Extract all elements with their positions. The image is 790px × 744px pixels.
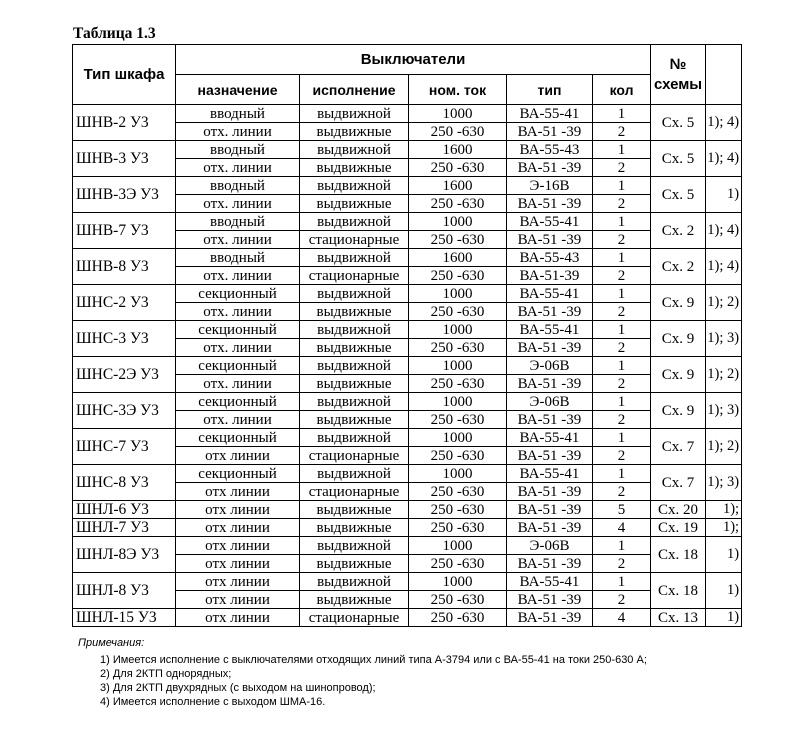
scheme-cell: Сх. 18 (651, 573, 706, 609)
table-row (73, 573, 742, 591)
scheme-cell: Сх. 9 (651, 321, 706, 357)
current-cell: 250 -630 (409, 501, 507, 519)
model-cell: ВА-55-41 (507, 213, 593, 231)
purpose-cell: отх линии (176, 483, 300, 501)
design-cell: выдвижной (300, 429, 409, 447)
table-row (73, 141, 742, 159)
scheme-cell: Сх. 20 (651, 501, 706, 519)
design-cell: выдвижной (300, 249, 409, 267)
current-cell: 250 -630 (409, 303, 507, 321)
count-cell: 2 (593, 303, 651, 321)
current-cell: 250 -630 (409, 267, 507, 285)
header-scheme: № схемы (651, 45, 706, 105)
cabinet-type-cell: ШНВ-7 У3 (73, 213, 176, 249)
current-cell: 1000 (409, 537, 507, 555)
count-cell: 2 (593, 339, 651, 357)
note-cell: 1); 3) (706, 465, 742, 501)
model-cell: ВА-55-41 (507, 573, 593, 591)
count-cell: 2 (593, 267, 651, 285)
scheme-cell: Сх. 7 (651, 465, 706, 501)
model-cell: ВА-51 -39 (507, 375, 593, 393)
scheme-cell: Сх. 9 (651, 393, 706, 429)
purpose-cell: отх. линии (176, 411, 300, 429)
purpose-cell: отх линии (176, 555, 300, 573)
cabinet-type-cell: ШНВ-3Э У3 (73, 177, 176, 213)
current-cell: 250 -630 (409, 411, 507, 429)
current-cell: 1000 (409, 357, 507, 375)
table-row (73, 357, 742, 375)
model-cell: ВА-51 -39 (507, 123, 593, 141)
scheme-cell: Сх. 19 (651, 519, 706, 537)
purpose-cell: секционный (176, 321, 300, 339)
design-cell: выдвижные (300, 195, 409, 213)
purpose-cell: отх линии (176, 447, 300, 465)
count-cell: 2 (593, 411, 651, 429)
note-cell: 1); (706, 501, 742, 519)
count-cell: 1 (593, 213, 651, 231)
design-cell: выдвижной (300, 321, 409, 339)
model-cell: ВА-55-43 (507, 249, 593, 267)
model-cell: ВА-51 -39 (507, 519, 593, 537)
current-cell: 250 -630 (409, 375, 507, 393)
count-cell: 1 (593, 285, 651, 303)
cabinet-type-cell: ШНЛ-6 У3 (73, 501, 176, 519)
design-cell: выдвижной (300, 465, 409, 483)
design-cell: выдвижной (300, 141, 409, 159)
table-row (73, 429, 742, 447)
cabinet-type-cell: ШНВ-3 У3 (73, 141, 176, 177)
current-cell: 1600 (409, 249, 507, 267)
current-cell: 250 -630 (409, 339, 507, 357)
table-body (73, 105, 742, 627)
notes-title: Примечания: (78, 637, 145, 649)
model-cell: ВА-51 -39 (507, 609, 593, 627)
count-cell: 1 (593, 429, 651, 447)
note-cell: 1); 2) (706, 429, 742, 465)
purpose-cell: отх линии (176, 573, 300, 591)
note-item: 3) Для 2КТП двухрядных (с выходом на шинопровод); (100, 682, 376, 694)
design-cell: выдвижные (300, 159, 409, 177)
cabinet-type-cell: ШНС-3 У3 (73, 321, 176, 357)
model-cell: ВА-51 -39 (507, 483, 593, 501)
current-cell: 1000 (409, 285, 507, 303)
current-cell: 250 -630 (409, 123, 507, 141)
purpose-cell: отх. линии (176, 123, 300, 141)
design-cell: стационарные (300, 483, 409, 501)
model-cell: ВА-51 -39 (507, 555, 593, 573)
current-cell: 250 -630 (409, 159, 507, 177)
purpose-cell: отх. линии (176, 303, 300, 321)
current-cell: 1000 (409, 393, 507, 411)
scheme-cell: Сх. 13 (651, 609, 706, 627)
current-cell: 250 -630 (409, 231, 507, 249)
scheme-cell: Сх. 5 (651, 141, 706, 177)
note-cell: 1) (706, 537, 742, 573)
note-cell: 1); 4) (706, 213, 742, 249)
model-cell: ВА-51 -39 (507, 159, 593, 177)
purpose-cell: секционный (176, 429, 300, 447)
model-cell: ВА-55-41 (507, 105, 593, 123)
note-item: 1) Имеется исполнение с выключателями отходящих линий типа А-3794 или с ВА-55-41 на токи 250-630 А; (100, 654, 647, 666)
cabinet-type-cell: ШНС-2 У3 (73, 285, 176, 321)
purpose-cell: отх линии (176, 501, 300, 519)
table-row (73, 465, 742, 483)
count-cell: 1 (593, 249, 651, 267)
note-cell: 1); 4) (706, 105, 742, 141)
model-cell: Э-16В (507, 177, 593, 195)
note-cell: 1) (706, 573, 742, 609)
current-cell: 1000 (409, 465, 507, 483)
header-notes-blank (706, 45, 742, 105)
count-cell: 1 (593, 393, 651, 411)
count-cell: 1 (593, 141, 651, 159)
note-cell: 1) (706, 177, 742, 213)
cabinet-type-cell: ШНС-8 У3 (73, 465, 176, 501)
design-cell: выдвижной (300, 357, 409, 375)
design-cell: выдвижные (300, 519, 409, 537)
model-cell: ВА-51 -39 (507, 501, 593, 519)
current-cell: 250 -630 (409, 609, 507, 627)
note-cell: 1); (706, 519, 742, 537)
design-cell: стационарные (300, 231, 409, 249)
count-cell: 2 (593, 159, 651, 177)
scheme-cell: Сх. 7 (651, 429, 706, 465)
current-cell: 1600 (409, 141, 507, 159)
table-row (73, 609, 742, 627)
current-cell: 250 -630 (409, 591, 507, 609)
count-cell: 1 (593, 357, 651, 375)
purpose-cell: вводный (176, 177, 300, 195)
model-cell: ВА-51 -39 (507, 231, 593, 249)
current-cell: 250 -630 (409, 195, 507, 213)
purpose-cell: вводный (176, 141, 300, 159)
count-cell: 4 (593, 519, 651, 537)
design-cell: выдвижные (300, 411, 409, 429)
table-row (73, 393, 742, 411)
cabinet-type-cell: ШНЛ-8Э У3 (73, 537, 176, 573)
note-cell: 1); 3) (706, 321, 742, 357)
table-row (73, 105, 742, 123)
note-item: 4) Имеется исполнение с выходом ШМА-16. (100, 696, 326, 708)
table-row (73, 519, 742, 537)
header-type: Тип шкафа (73, 45, 176, 105)
design-cell: выдвижной (300, 105, 409, 123)
scheme-cell: Сх. 2 (651, 249, 706, 285)
header-model: тип (507, 75, 593, 105)
purpose-cell: отх линии (176, 591, 300, 609)
purpose-cell: секционный (176, 357, 300, 375)
design-cell: стационарные (300, 267, 409, 285)
count-cell: 2 (593, 375, 651, 393)
purpose-cell: отх линии (176, 609, 300, 627)
model-cell: Э-06В (507, 393, 593, 411)
purpose-cell: отх. линии (176, 375, 300, 393)
current-cell: 1000 (409, 429, 507, 447)
design-cell: выдвижные (300, 339, 409, 357)
model-cell: ВА-55-43 (507, 141, 593, 159)
current-cell: 1000 (409, 105, 507, 123)
count-cell: 1 (593, 573, 651, 591)
current-cell: 250 -630 (409, 483, 507, 501)
scheme-cell: Сх. 5 (651, 177, 706, 213)
table-row (73, 249, 742, 267)
note-cell: 1); 4) (706, 249, 742, 285)
count-cell: 2 (593, 231, 651, 249)
table-row (73, 501, 742, 519)
current-cell: 250 -630 (409, 447, 507, 465)
design-cell: выдвижной (300, 213, 409, 231)
purpose-cell: отх. линии (176, 267, 300, 285)
header-row-1 (73, 45, 742, 75)
table-row (73, 537, 742, 555)
design-cell: выдвижной (300, 393, 409, 411)
design-cell: выдвижной (300, 573, 409, 591)
note-cell: 1) (706, 609, 742, 627)
switchboard-table (72, 44, 742, 627)
count-cell: 1 (593, 465, 651, 483)
model-cell: ВА-55-41 (507, 429, 593, 447)
model-cell: ВА-51 -39 (507, 339, 593, 357)
purpose-cell: отх. линии (176, 195, 300, 213)
model-cell: ВА-55-41 (507, 465, 593, 483)
current-cell: 250 -630 (409, 555, 507, 573)
design-cell: выдвижные (300, 303, 409, 321)
purpose-cell: отх линии (176, 537, 300, 555)
count-cell: 5 (593, 501, 651, 519)
count-cell: 2 (593, 123, 651, 141)
scheme-cell: Сх. 5 (651, 105, 706, 141)
purpose-cell: секционный (176, 285, 300, 303)
cabinet-type-cell: ШНС-7 У3 (73, 429, 176, 465)
design-cell: выдвижные (300, 123, 409, 141)
cabinet-type-cell: ШНЛ-8 У3 (73, 573, 176, 609)
count-cell: 1 (593, 177, 651, 195)
table-row (73, 285, 742, 303)
current-cell: 250 -630 (409, 519, 507, 537)
model-cell: Э-06В (507, 357, 593, 375)
count-cell: 2 (593, 591, 651, 609)
current-cell: 1600 (409, 177, 507, 195)
cabinet-type-cell: ШНЛ-15 У3 (73, 609, 176, 627)
purpose-cell: секционный (176, 393, 300, 411)
current-cell: 1000 (409, 321, 507, 339)
purpose-cell: вводный (176, 213, 300, 231)
count-cell: 2 (593, 195, 651, 213)
header-current: ном. ток (409, 75, 507, 105)
note-cell: 1); 3) (706, 393, 742, 429)
purpose-cell: отх. линии (176, 159, 300, 177)
count-cell: 4 (593, 609, 651, 627)
purpose-cell: вводный (176, 105, 300, 123)
model-cell: ВА-51 -39 (507, 591, 593, 609)
count-cell: 2 (593, 483, 651, 501)
note-item: 2) Для 2КТП однорядных; (100, 668, 232, 680)
cabinet-type-cell: ШНВ-2 У3 (73, 105, 176, 141)
note-cell: 1); 2) (706, 357, 742, 393)
model-cell: ВА-55-41 (507, 285, 593, 303)
cabinet-type-cell: ШНВ-8 У3 (73, 249, 176, 285)
scheme-cell: Сх. 2 (651, 213, 706, 249)
note-cell: 1); 2) (706, 285, 742, 321)
design-cell: выдвижной (300, 537, 409, 555)
design-cell: стационарные (300, 447, 409, 465)
design-cell: выдвижные (300, 375, 409, 393)
header-design: исполнение (300, 75, 409, 105)
purpose-cell: вводный (176, 249, 300, 267)
notes-section (78, 636, 647, 709)
scheme-cell: Сх. 9 (651, 357, 706, 393)
header-switches: Выключатели (176, 45, 651, 75)
scheme-cell: Сх. 18 (651, 537, 706, 573)
model-cell: ВА-51 -39 (507, 411, 593, 429)
count-cell: 1 (593, 321, 651, 339)
design-cell: выдвижной (300, 177, 409, 195)
cabinet-type-cell: ШНС-3Э У3 (73, 393, 176, 429)
table-row (73, 321, 742, 339)
design-cell: выдвижные (300, 555, 409, 573)
model-cell: ВА-51 -39 (507, 195, 593, 213)
header-purpose: назначение (176, 75, 300, 105)
current-cell: 1000 (409, 213, 507, 231)
model-cell: ВА-51 -39 (507, 303, 593, 321)
count-cell: 1 (593, 537, 651, 555)
cabinet-type-cell: ШНЛ-7 У3 (73, 519, 176, 537)
model-cell: Э-06В (507, 537, 593, 555)
purpose-cell: отх. линии (176, 339, 300, 357)
table-caption: Таблица 1.3 (73, 25, 156, 42)
design-cell: стационарные (300, 609, 409, 627)
note-cell: 1); 4) (706, 141, 742, 177)
count-cell: 2 (593, 447, 651, 465)
purpose-cell: отх. линии (176, 231, 300, 249)
design-cell: выдвижные (300, 591, 409, 609)
purpose-cell: секционный (176, 465, 300, 483)
table-row (73, 177, 742, 195)
table-row (73, 213, 742, 231)
model-cell: ВА-55-41 (507, 321, 593, 339)
scheme-cell: Сх. 9 (651, 285, 706, 321)
header-count: кол (593, 75, 651, 105)
cabinet-type-cell: ШНС-2Э У3 (73, 357, 176, 393)
count-cell: 2 (593, 555, 651, 573)
model-cell: ВА-51-39 (507, 267, 593, 285)
model-cell: ВА-51 -39 (507, 447, 593, 465)
design-cell: выдвижной (300, 285, 409, 303)
design-cell: выдвижные (300, 501, 409, 519)
current-cell: 1000 (409, 573, 507, 591)
purpose-cell: отх линии (176, 519, 300, 537)
count-cell: 1 (593, 105, 651, 123)
